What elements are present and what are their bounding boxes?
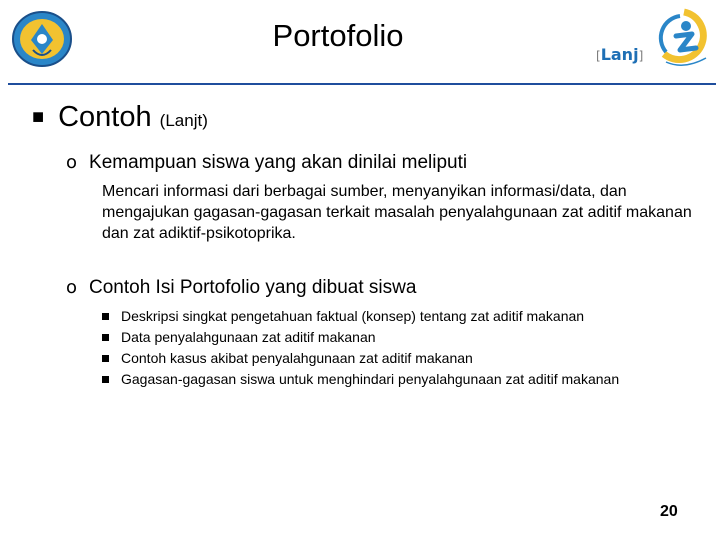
square-bullet-icon xyxy=(102,334,109,341)
page-title: Portofolio xyxy=(272,18,404,53)
square-bullet-icon xyxy=(102,376,109,383)
continued-tag xyxy=(596,47,643,63)
square-bullet-icon: ■ xyxy=(32,106,45,128)
list-item-text: Data penyalahgunaan zat aditif makanan xyxy=(121,329,376,345)
item1-title: Kemampuan siswa yang akan dinilai meliputi xyxy=(89,152,468,173)
item2-heading xyxy=(66,278,416,297)
kurikulum-2013-logo xyxy=(656,8,712,68)
section-heading xyxy=(32,103,208,132)
item1-heading xyxy=(66,153,467,172)
list-item-text: Contoh kasus akibat penyalahgunaan zat aditif makanan xyxy=(121,350,473,366)
list-item xyxy=(102,369,642,390)
list-item-text: Deskripsi singkat pengetahuan faktual (konsep) tentang zat aditif makanan xyxy=(121,308,585,324)
portfolio-content-list xyxy=(102,306,642,390)
square-bullet-icon xyxy=(102,355,109,362)
header-divider xyxy=(8,83,716,85)
section-heading-note: (Lanjt) xyxy=(159,111,208,130)
continued-open-bracket: [ xyxy=(596,49,601,63)
item2-title: Contoh Isi Portofolio yang dibuat siswa xyxy=(89,277,417,298)
item1-paragraph: Mencari informasi dari berbagai sumber, menyanyikan informasi/data, dan mengajukan gagasan-gagasan terkait masalah penyalahgunaan zat aditif makanan dan zat adiktif-psikotoprika. xyxy=(102,183,692,242)
list-item xyxy=(102,348,642,369)
page-number: 20 xyxy=(660,503,678,520)
list-item xyxy=(102,327,642,348)
list-item-text: Gagasan-gagasan siswa untuk menghindari penyalahgunaan zat aditif makanan xyxy=(121,371,620,387)
circle-bullet-icon: o xyxy=(66,152,78,173)
section-heading-text: Contoh xyxy=(58,101,152,133)
continued-tag-text: Lanj xyxy=(600,45,639,64)
circle-bullet-icon: o xyxy=(66,277,78,298)
list-item xyxy=(102,306,642,327)
square-bullet-icon xyxy=(102,313,109,320)
continued-close-bracket: ] xyxy=(638,49,644,63)
